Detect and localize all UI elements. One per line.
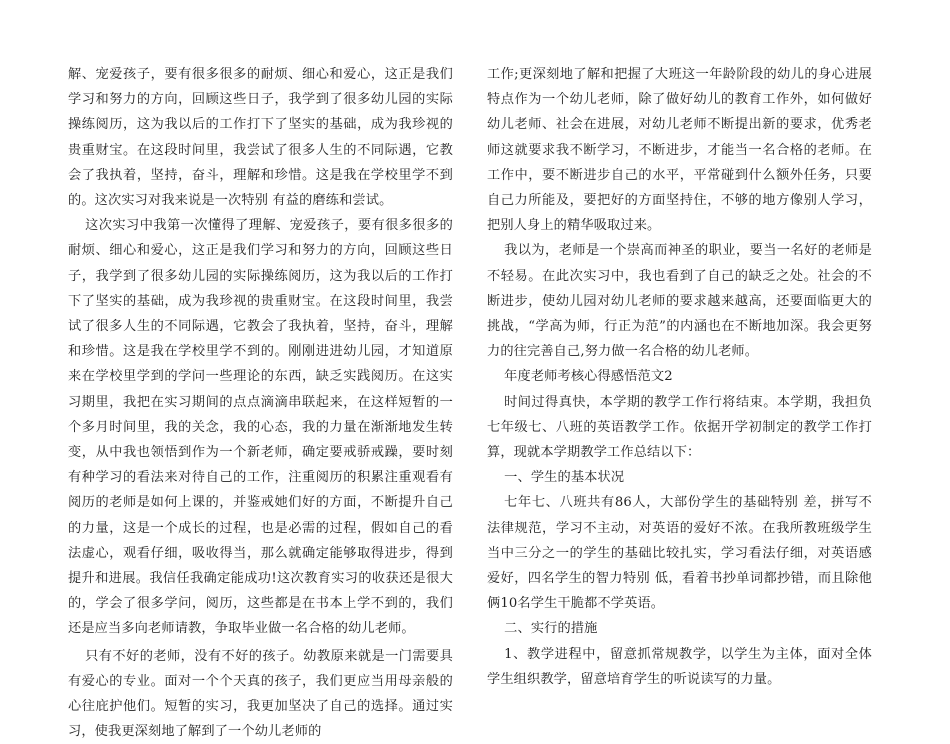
paragraph: 只有不好的老师，没有不好的孩子。幼教原来就是一门需要具有爱心的专业。面对一个个天真的孩子，我们更应当用母亲般的心往庇护他们。短暂的实习，我更加坚决了自己的选择。通过实习，使我更深刻地了解到了一个幼儿老师的 [68,648,453,740]
paragraph: 这次实习中我第一次懂得了理解、宠爱孩子，要有很多很多的耐烦、细心和爱心，这正是我们学习和努力的方向，回顾这些日子，我学到了很多幼儿园的实际操练阅历，这为我以后的工作打下了坚实的基础，成为我珍视的贵重财宝。在这段时间里，我尝试了很多人生的不同际遇，它教会了我执着，坚持，奋斗，理解和珍惜。这是我在学校里学不到的。刚刚进进幼儿园，才知道原来在学校里学到的学问一些理论的东西，缺乏实践阅历。在这实习期里，我把在实习期间的点点滴滴串联起来，在这样短暂的一个多月时间里，我的关念，我的心态，我的力量在渐渐地发生转变，从中我也领悟到作为一个新老师，确定要戒骄戒躁，要时刻有种学习的看法来对待自己的工作，注重阅历的积累注重观看有阅历的老师是如何上课的，并鉴戒她们好的方面，不断提升自己的力量，这是一个成长的过程，也是必需的过程，假如自己的看法虚心，观看仔细，吸收得当，那么就确定能够取得进步，得到提升和进展。我信任我确定能成功!这次教育实习的收获还是很大的，学会了很多学问，阅历，这些都是在书本上学不到的，我们还是应当多向老师请教，争取毕业做一名合格的幼儿老师。 [68,218,453,637]
paragraph: 时间过得真快，本学期的教学工作行将结束。本学期，我担负七年级七、八班的英语教学工作。依据开学初制定的教学工作打算，现就本学期教学工作总结以下： [487,394,872,461]
paragraph: 七年七、八班共有86人，大部份学生的基础特别 差，拼写不法律规范，学习不主动，对英语的爱好不浓。在我所教班级学生当中三分之一的学生的基础比较扎实，学习看法仔细，对英语感爱好，四名学生的智力特别 低，看着书抄单词都抄错，而且除他俩10名学生干脆都不学英语。 [487,495,872,612]
section-heading: 年度老师考核心得感悟范文2 [504,369,673,385]
paragraph: 我以为，老师是一个崇高而神圣的职业，要当一名好的老师是不轻易。在此次实习中，我也看到了自己的缺乏之处。社会的不断进步，使幼儿园对幼儿老师的要求越来越高，还要面临更大的挑战，“学高为师，行正为范”的内涵也在不断地加深。我会更努力的往完善自己,努力做一名合格的幼儿老师。 [487,243,872,360]
subsection-heading: 二、实行的措施 [504,621,598,637]
left-column [68,62,453,744]
paragraph: 1、教学进程中，留意抓常规教学，以学生为主体，面对全体学生组织教学，留意培育学生的听说读写的力量。 [487,646,872,687]
right-column [487,62,872,692]
paragraph: 工作;更深刻地了解和把握了大班这一年龄阶段的幼儿的身心进展特点作为一个幼儿老师，除了做好幼儿的教育工作外，如何做好幼儿老师、社会在进展，对幼儿老师不断提出新的要求，优秀老师这就要求我不断学习，不断进步，才能当一名合格的老师。在工作中，要不断进步自己的水平，平常碰到什么额外任务，只要自己力所能及，要把好的方面坚持住，不够的地方像别人学习，把别人身上的精华吸取过来。 [487,67,872,234]
paragraph: 解、宠爱孩子，要有很多很多的耐烦、细心和爱心，这正是我们学习和努力的方向，回顾这些日子，我学到了很多幼儿园的实际操练阅历，这为我以后的工作打下了坚实的基础，成为我珍视的贵重财宝。在这段时间里，我尝试了很多人生的不同际遇，它教会了我执着，坚持，奋斗，理解和珍惜。这是我在学校里学不到的。这次实习对我来说是一次特别 有益的磨练和尝试。 [68,67,453,209]
subsection-heading: 一、学生的基本状况 [504,470,625,486]
